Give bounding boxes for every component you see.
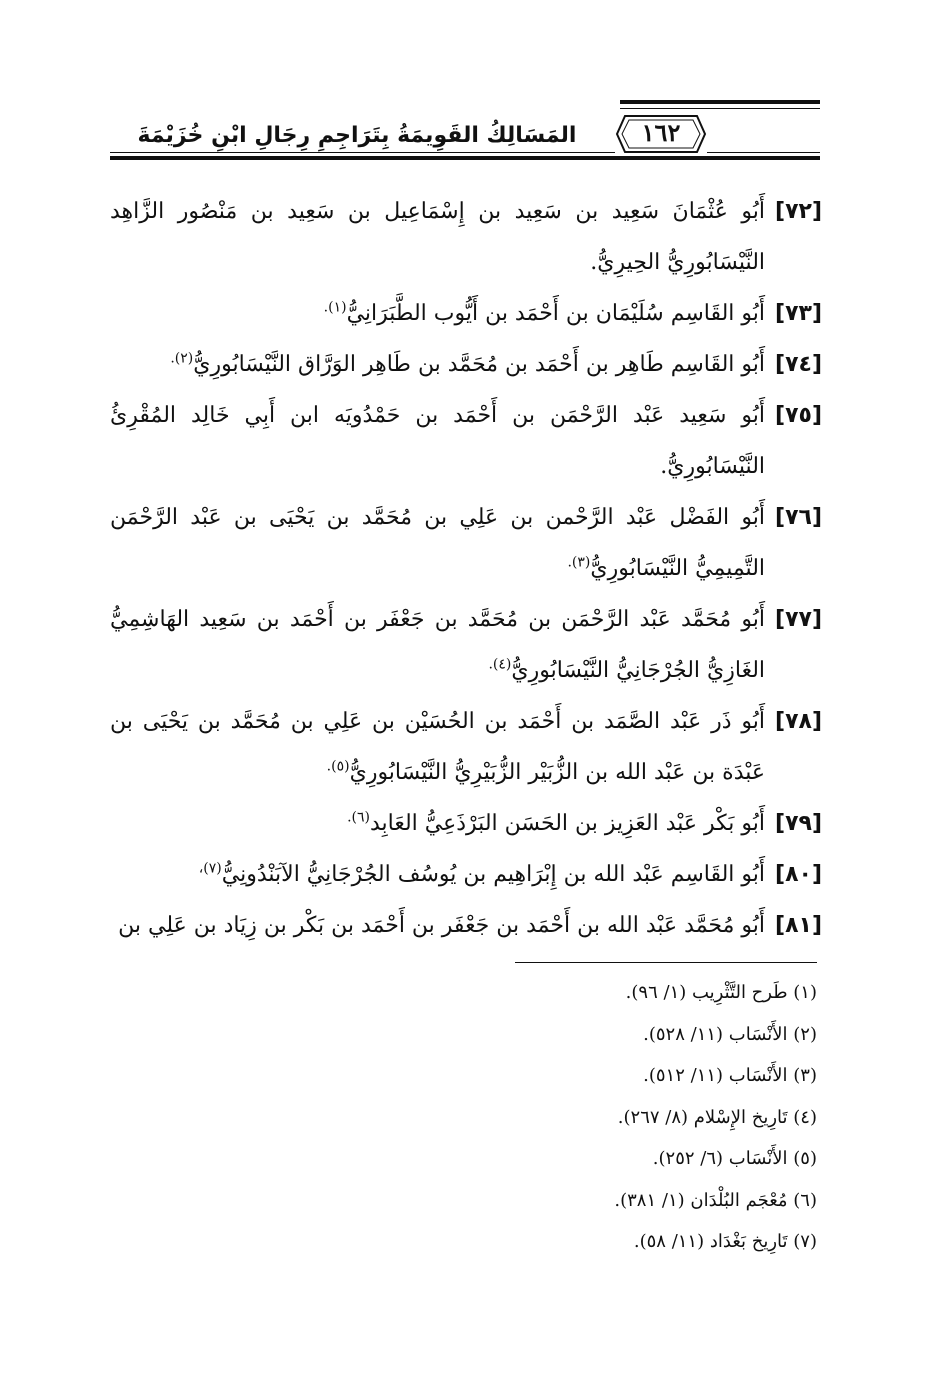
entry-number: [٧٣] xyxy=(775,301,822,326)
entry-text xyxy=(110,339,765,390)
entry-77 xyxy=(110,594,822,696)
footnote-item: (١) طَرح التَّثْرِيب (١/ ٩٦). xyxy=(625,982,817,1003)
page-number: ١٦٢ xyxy=(641,118,681,147)
entry-number: [٧٧] xyxy=(775,607,822,632)
entry-name: أَبُو بَكْر عَبْد العَزِيز بن الحَسَن البَرْذَعِيُّ العَابِد xyxy=(369,811,766,836)
page-number-badge xyxy=(615,112,707,156)
entry-number: [٧٢] xyxy=(775,199,822,224)
footnote-ref: (٦). xyxy=(347,809,370,826)
footnote-item: (٤) تَارِيخ الإِسْلام (٨/ ٢٦٧). xyxy=(617,1106,817,1128)
entry-text xyxy=(110,288,765,339)
entry-75 xyxy=(110,390,822,492)
entry-text xyxy=(110,900,765,951)
header-rule-thin-bottom xyxy=(110,152,820,153)
entry-text xyxy=(110,849,765,900)
footnote-item: (٥) الأَنْسَاب (٦/ ٢٥٢). xyxy=(652,1148,817,1169)
entry-81 xyxy=(110,900,822,951)
entry-name: أَبُو سَعِيد عَبْد الرَّحْمَن بن أَحْمَد بن حَمْدُويَه ابن أَبِي خَالِد المُقْرِئُ النَّيْسَابُورِيُّ. xyxy=(110,403,766,479)
footnote-item: (٦) مُعْجَم البُلْدَان (١/ ٣٨١). xyxy=(614,1189,817,1211)
footnote-item: (٣) الأَنْسَاب (١١/ ٥١٢). xyxy=(643,1065,817,1086)
entry-74 xyxy=(110,339,822,390)
entry-text xyxy=(110,696,765,798)
footnote-ref: (٤). xyxy=(488,656,512,673)
entry-name: أَبُو القَاسِم طَاهِر بن أَحْمَد بن مُحَمَّد بن طَاهِر الوَرَّاق النَّيْسَابُورِيُّ xyxy=(193,352,766,377)
entry-number: [٨٠] xyxy=(775,862,822,887)
entry-number: [٧٥] xyxy=(775,403,822,428)
entry-number: [٨١] xyxy=(775,913,822,938)
entry-name: أَبُو مُحَمَّد عَبْد الله بن أَحْمَد بن جَعْفَر بن أَحْمَد بن بَكْر بن زِيَاد بن عَلِي بن xyxy=(118,913,766,938)
footnote-ref: (٥). xyxy=(326,758,350,775)
footnote-ref: (١). xyxy=(323,299,347,316)
footnote-ref: (٣). xyxy=(567,554,591,571)
entry-name: أَبُو ذَر عَبْد الصَّمَد بن أَحْمَد بن الحُسَيْن بن عَلِي بن مُحَمَّد بن يَحْيَى بن عَبْدَة بن عَبْد الله بن الزُّبَيْر الزُّبَيْرِيُّ النَّيْسَابُورِيُّ xyxy=(110,709,766,785)
footnote-ref: (٢). xyxy=(170,350,194,367)
entry-78 xyxy=(110,696,822,798)
footnote-item: (٧) تَارِيخ بَغْدَاد (١١/ ٥٨). xyxy=(633,1231,817,1252)
entry-80 xyxy=(110,849,822,900)
entry-72 xyxy=(110,186,822,288)
entry-79 xyxy=(110,798,822,849)
footnotes xyxy=(400,972,817,1263)
entry-text xyxy=(110,594,765,696)
running-title: المَسَالِكُ القَوِيمَةُ بِتَرَاجِمِ رِجَالِ ابْنِ خُزَيْمَةَ xyxy=(137,123,577,148)
footnote-ref: (٧)، xyxy=(198,860,222,877)
entry-76 xyxy=(110,492,822,594)
page-header xyxy=(0,0,943,180)
entry-73 xyxy=(110,288,822,339)
entry-number: [٧٦] xyxy=(775,505,822,530)
entry-name: أَبُو القَاسِم سُلَيْمَان بن أَحْمَد بن أَيُّوب الطَّبَرَانِيُّ xyxy=(346,301,766,326)
entry-number: [٧٨] xyxy=(775,709,822,734)
entry-text xyxy=(110,390,765,492)
footnote-separator xyxy=(515,962,817,963)
header-rule-thick-bottom xyxy=(110,156,820,160)
entry-number: [٧٩] xyxy=(775,811,822,836)
entry-name: أَبُو القَاسِم عَبْد الله بن إِبْرَاهِيم بن يُوسُف الجُرْجَانِيُّ الآبَنْدُونِيُّ xyxy=(221,862,766,887)
entry-text xyxy=(110,798,765,849)
entry-text xyxy=(110,186,765,288)
header-rule-thin-top xyxy=(620,108,820,109)
entry-name: أَبُو الفَضْل عَبْد الرَّحْمن بن عَلِي بن مُحَمَّد بن يَحْيَى بن عَبْد الرَّحْمَن التَّمِيمِيُّ النَّيْسَابُورِيُّ xyxy=(110,505,766,581)
entry-name: أَبُو مُحَمَّد عَبْد الرَّحْمَن بن مُحَمَّد بن جَعْفَر بن أَحْمَد بن سَعِيد الهَاشِمِيُّ الغَازِيُّ الجُرْجَانِيُّ النَّيْسَابُورِيُّ xyxy=(110,607,766,683)
header-rule-thick-top xyxy=(620,100,820,104)
entry-number: [٧٤] xyxy=(775,352,822,377)
entry-name: أَبُو عُثْمَانَ سَعِيد بن سَعِيد بن إِسْمَاعِيل بن سَعِيد بن مَنْصُور الزَّاهِد النَّيْسَابُورِيُّ الحِيرِيُّ. xyxy=(110,199,766,275)
entry-text xyxy=(110,492,765,594)
footnote-item: (٢) الأَنْسَاب (١١/ ٥٢٨). xyxy=(643,1023,817,1045)
entries-list xyxy=(110,186,822,951)
